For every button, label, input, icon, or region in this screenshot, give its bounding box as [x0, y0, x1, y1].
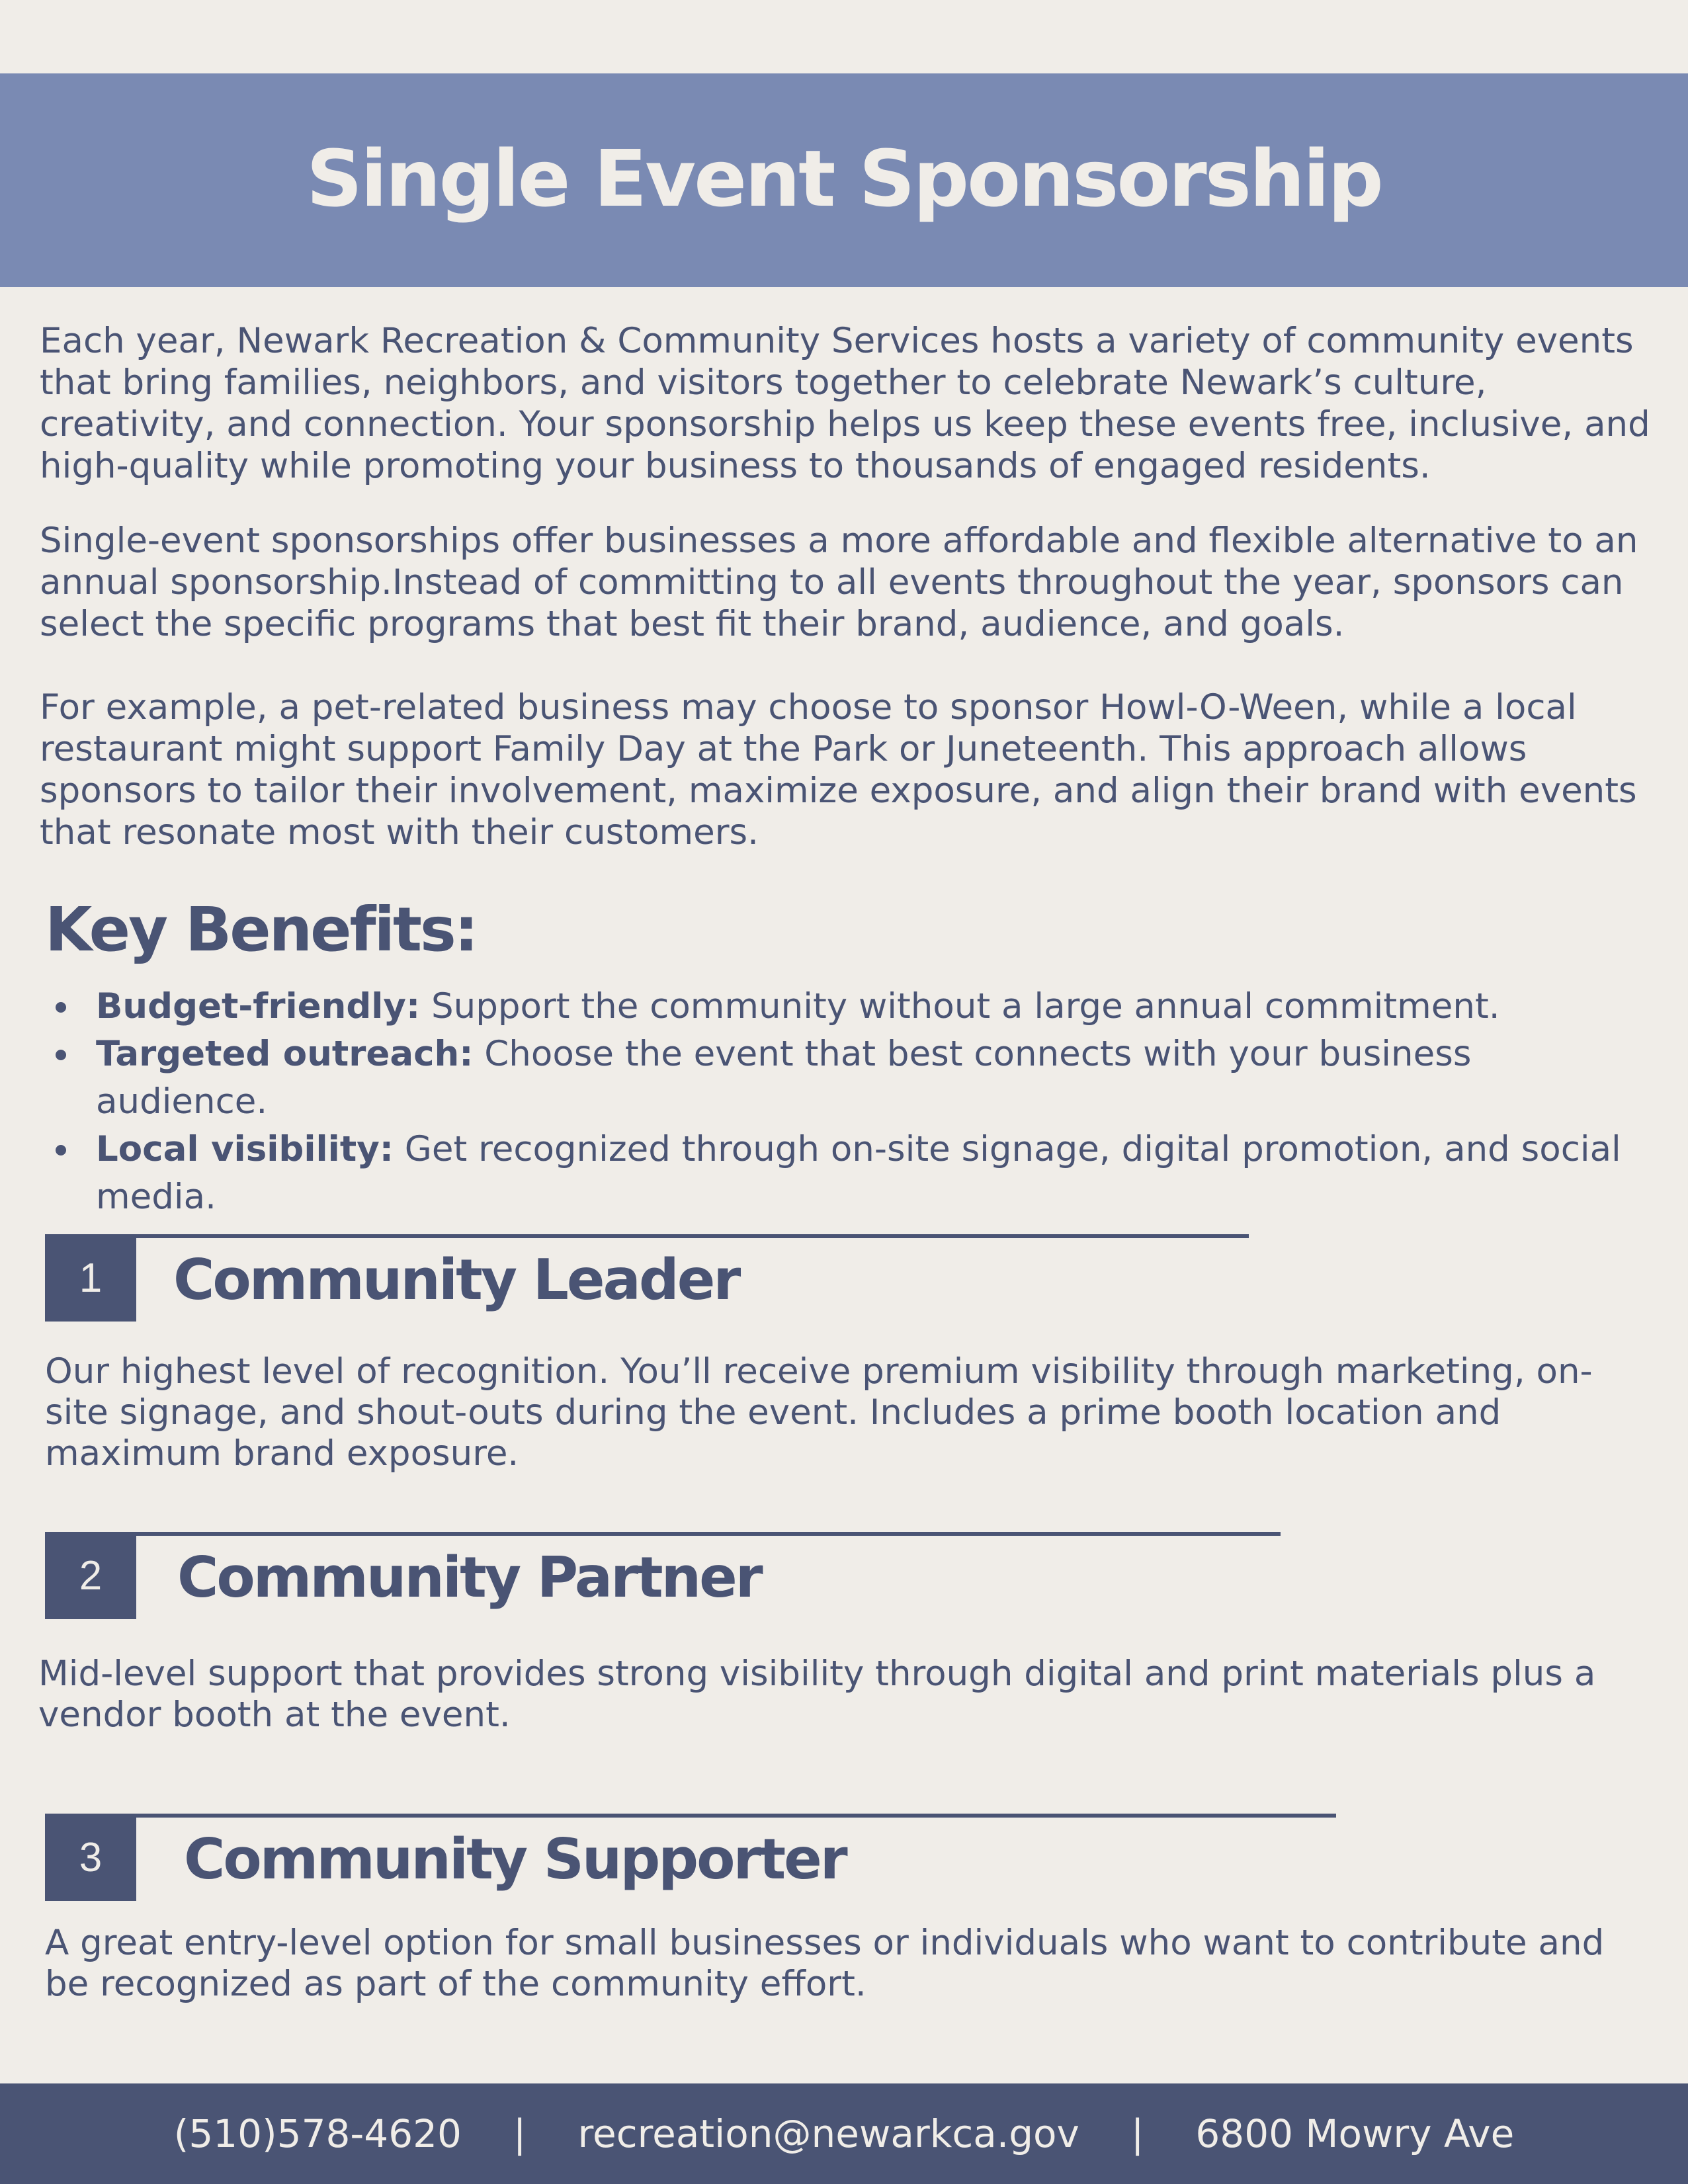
benefit-term: Targeted outreach:: [96, 1034, 474, 1074]
tier-description: A great entry-level option for small businesses or individuals who want to contribute and be recognized as part of the community effort.: [45, 1923, 1605, 2004]
tier-divider: [45, 1814, 1336, 1818]
footer-phone[interactable]: (510)578-4620: [173, 2111, 462, 2156]
intro-paragraph: For example, a pet-related business may choose to sponsor Howl-O-Ween, while a local restaurant might support Family Day at the Park or Juneteenth. This approach allows sponsors to tailor their involvement, maximize exposure, and align their brand with events that resonate most with their customers.: [40, 687, 1637, 853]
benefits-list: [45, 983, 1646, 1221]
benefit-text: Get recognized through on-site signage, digital promotion, and social media.: [96, 1129, 1621, 1217]
benefit-term: Budget-friendly:: [96, 986, 421, 1027]
tier-number-badge: 2: [45, 1532, 136, 1619]
footer-email[interactable]: recreation@newarkca.gov: [577, 2111, 1079, 2156]
tier-title: Community Leader: [173, 1247, 739, 1313]
benefit-item-budget-friendly: [45, 983, 1646, 1030]
bullet-icon: [56, 1050, 66, 1060]
tier-divider: [45, 1234, 1249, 1238]
footer-separator: |: [513, 2111, 527, 2156]
benefit-item-targeted-outreach: [45, 1030, 1646, 1126]
header-band: [0, 73, 1688, 287]
footer-address: 6800 Mowry Ave: [1195, 2111, 1515, 2156]
intro-paragraph: Each year, Newark Recreation & Community Services hosts a variety of community events that bring families, neighbors, and visitors together to celebrate Newark’s culture, creativity, and connection. Your sponsorship helps us keep these events free, inclusive, and high-quality while promoting your business to thousands of engaged residents.: [40, 321, 1650, 486]
bullet-icon: [56, 1145, 66, 1155]
benefit-text: Support the community without a large annual commitment.: [420, 986, 1500, 1027]
tier-description: Mid-level support that provides strong visibility through digital and print materials plus a vendor booth at the event.: [38, 1654, 1596, 1735]
footer-separator: |: [1130, 2111, 1144, 2156]
tier-title: Community Partner: [177, 1545, 761, 1611]
benefit-item-local-visibility: [45, 1126, 1646, 1221]
tier-number-badge: 1: [45, 1234, 136, 1322]
tier-description: Our highest level of recognition. You’ll receive premium visibility through marketing, on-site signage, and shout-outs during the event. Includes a prime booth location and maximum brand exposure.: [45, 1351, 1593, 1474]
tier-title: Community Supporter: [184, 1827, 846, 1892]
page-title: Single Event Sponsorship: [306, 132, 1382, 224]
bullet-icon: [56, 1002, 66, 1013]
footer-contact-bar: [0, 2083, 1688, 2184]
tier-divider: [45, 1532, 1281, 1536]
benefit-text: Choose the event that best connects with your business audience.: [96, 1034, 1472, 1122]
benefits-heading: Key Benefits:: [45, 894, 477, 965]
tier-number-badge: 3: [45, 1814, 136, 1901]
intro-paragraph: Single-event sponsorships offer businesses a more affordable and flexible alternative to an annual sponsorship.Instead of committing to all events throughout the year, sponsors can select the specific programs that best fit their brand, audience, and goals.: [40, 521, 1638, 644]
benefit-term: Local visibility:: [96, 1129, 394, 1169]
